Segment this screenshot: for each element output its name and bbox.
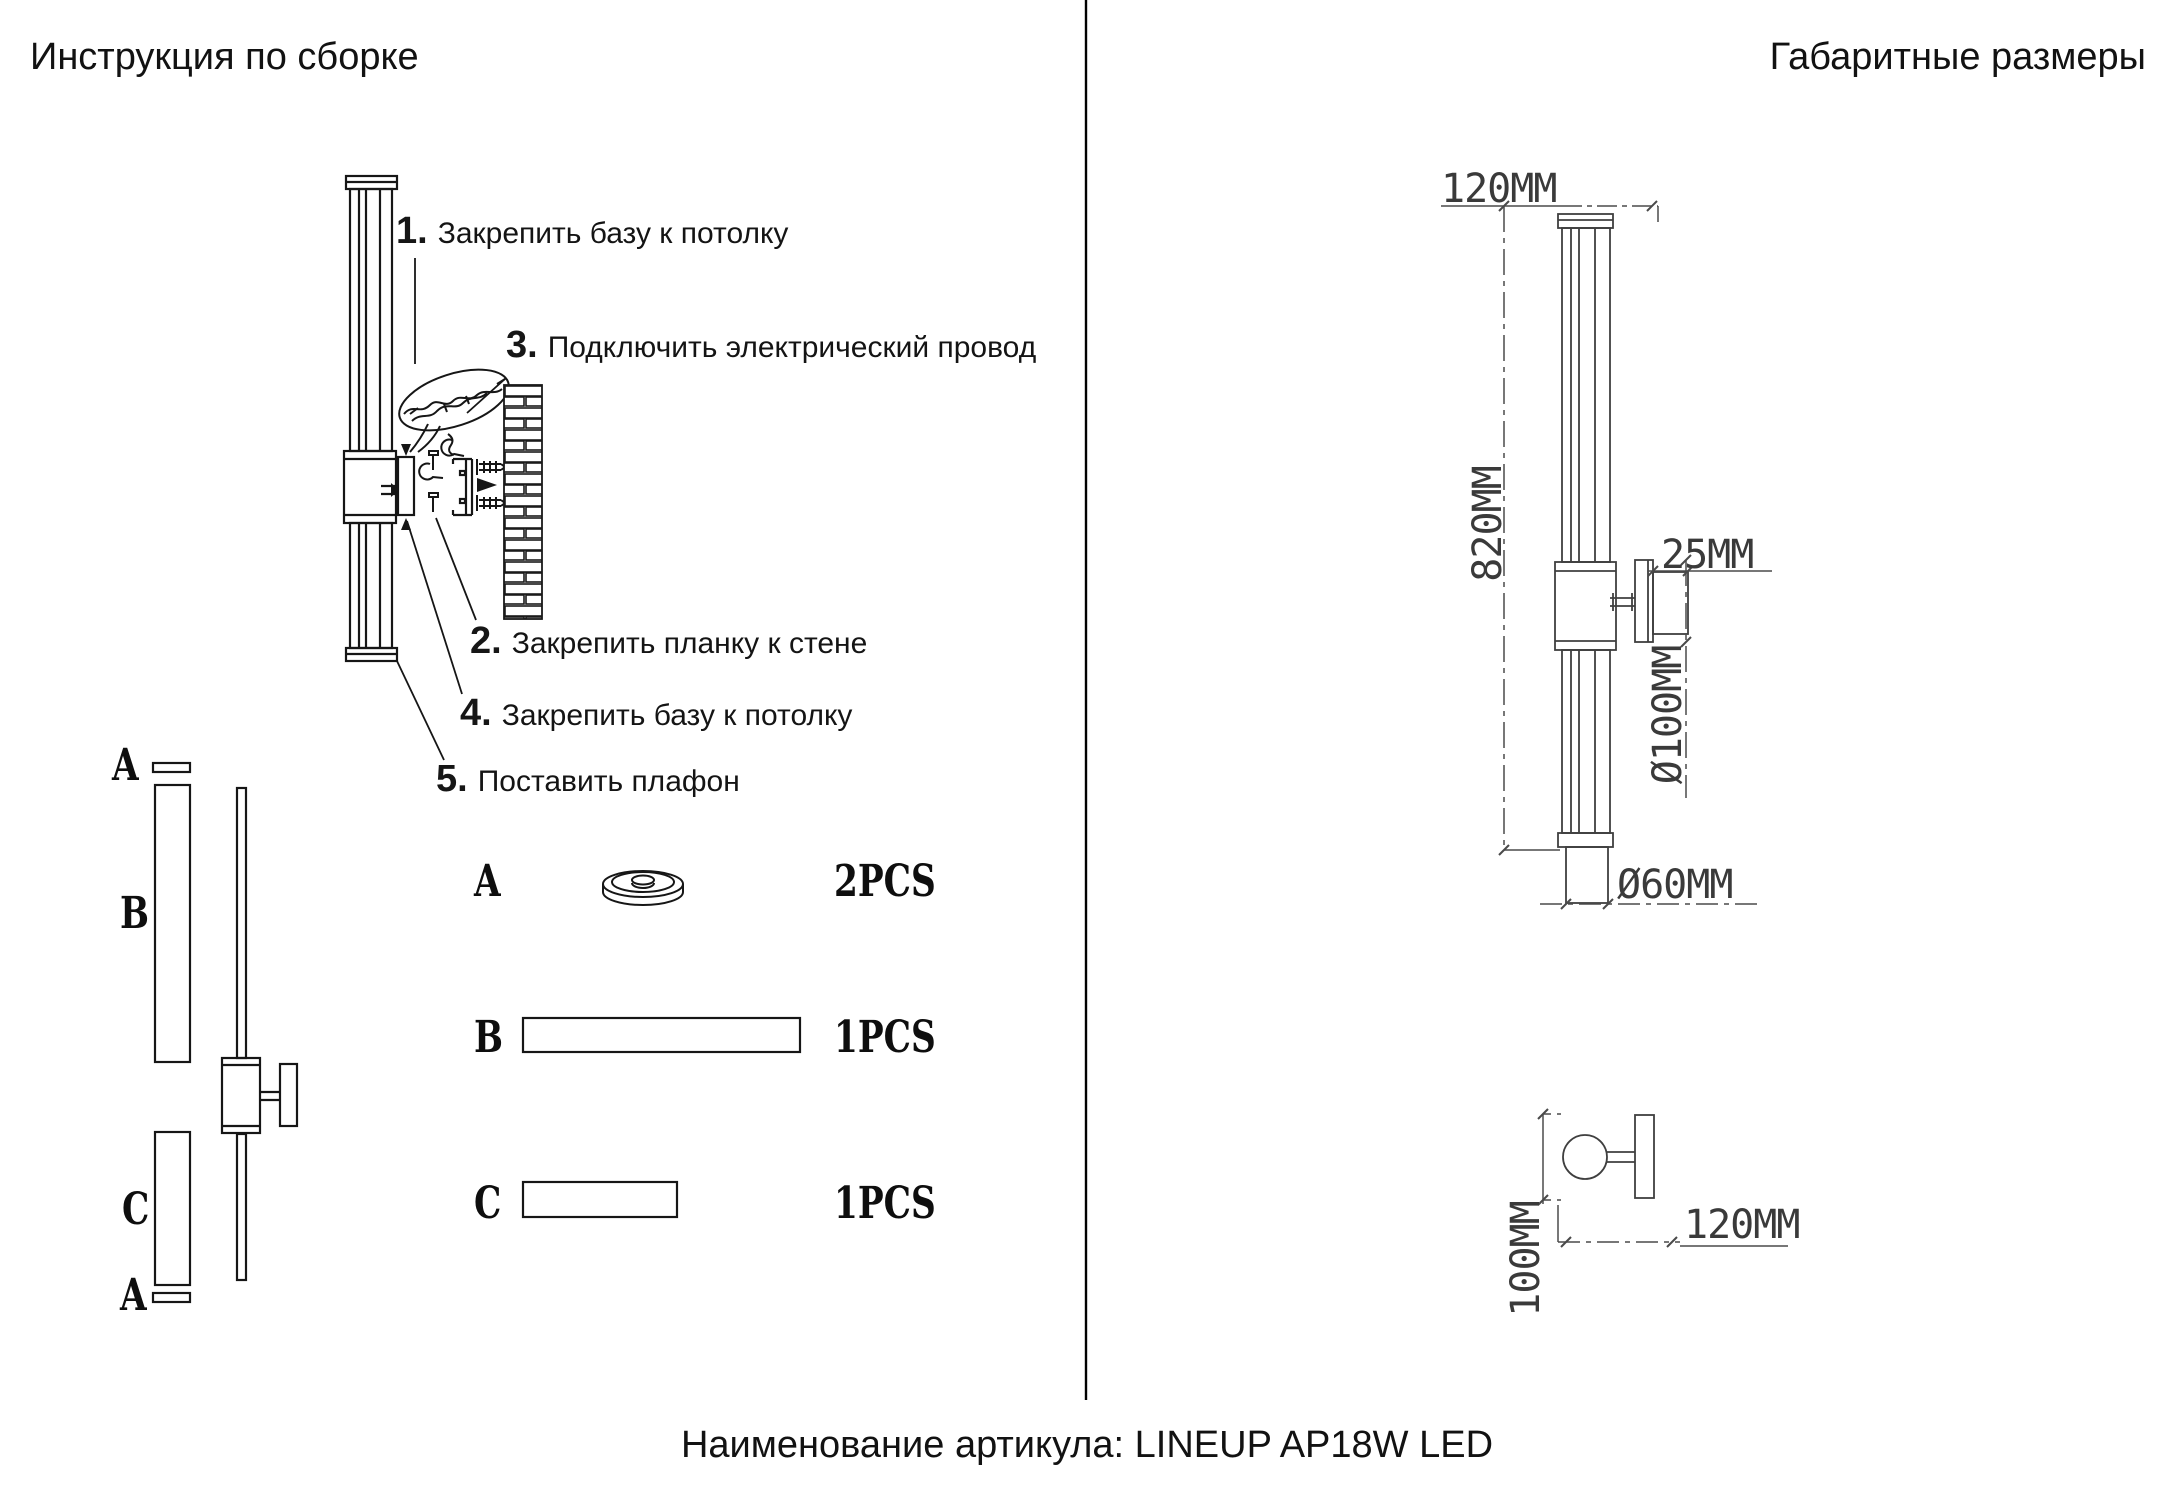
step-4-number: 4.: [460, 692, 492, 734]
dim-plate-diameter-label: Ø100MM: [1645, 645, 1691, 785]
exploded-view: [153, 763, 297, 1302]
exploded-label-a-top: A: [112, 740, 139, 791]
part-a-ring-shape: [603, 871, 683, 905]
dim-tube-diameter-label: Ø60MM: [1617, 862, 1733, 908]
step-2-text: Закрепить планку к стене: [511, 627, 868, 660]
step-5-text: Поставить плафон: [477, 765, 740, 798]
dim-top-width-label: 120MM: [1441, 166, 1557, 212]
step-3: [506, 324, 1036, 367]
step-3-text: Подключить электрический провод: [547, 331, 1037, 364]
parts-row-b-label: B: [474, 1012, 504, 1063]
brick-wall: [504, 385, 542, 619]
right-section-title: Габаритные размеры: [1769, 36, 2146, 78]
lamp-lower-tube: [350, 523, 392, 648]
dim-height-label: 820MM: [1465, 466, 1511, 582]
step-5: [436, 758, 740, 801]
part-b-shape: [523, 1018, 800, 1052]
step-2: [470, 620, 867, 663]
parts-shapes: [523, 871, 800, 1217]
parts-row-a-label: A: [474, 856, 501, 907]
parts-row-a-qty: 2PCS: [834, 856, 936, 907]
dim-side-width-label: 120MM: [1684, 1202, 1800, 1248]
parts-row-b-qty: 1PCS: [834, 1012, 936, 1063]
step-3-number: 3.: [506, 324, 538, 366]
article-name-line: Наименование артикула: LINEUP AP18W LED: [680, 1424, 1494, 1466]
bottom-view-tube-circle: [1563, 1135, 1607, 1179]
wall-screws: [477, 459, 505, 511]
part-c-tube: [155, 1132, 190, 1285]
lamp-upper-tube: [350, 189, 392, 451]
step-1-number: 1.: [396, 210, 428, 252]
part-a-cap-top: [153, 763, 190, 772]
step-1-text: Закрепить базу к потолку: [437, 217, 789, 250]
lamp-top-cap: [346, 176, 397, 189]
hook-screws: [419, 440, 464, 512]
dim-bracket-depth-label: 25MM: [1661, 532, 1754, 578]
wall-strip-bracket: [453, 459, 472, 515]
parts-row-c-qty: 1PCS: [834, 1178, 936, 1229]
parts-row-c-label: C: [474, 1178, 502, 1229]
step-4: [460, 692, 852, 735]
part-a-cap-bottom: [153, 1293, 190, 1302]
mount-column: [381, 444, 414, 530]
step-4-text: Закрепить базу к потолку: [501, 699, 853, 732]
part-c-shape: [523, 1182, 677, 1217]
wire-magnifier: [392, 358, 516, 455]
bottom-view-plate: [1635, 1115, 1654, 1198]
step-1: [396, 210, 788, 253]
lamp-bottom-cap: [346, 648, 397, 661]
step-5-number: 5.: [436, 758, 468, 800]
assembled-center-block: [222, 1058, 297, 1133]
dim-side-height-label: 100MM: [1503, 1201, 1549, 1317]
dim-lamp: [1555, 214, 1616, 903]
part-b-tube: [155, 785, 190, 1062]
left-section-title: Инструкция по сборке: [30, 36, 419, 78]
assembled-rod-upper: [237, 788, 246, 1058]
exploded-label-b: B: [120, 888, 150, 939]
assembled-rod-lower: [237, 1134, 246, 1280]
step-2-number: 2.: [470, 620, 502, 662]
dimension-drawing: [1441, 201, 1788, 1247]
exploded-label-c: C: [122, 1184, 150, 1235]
exploded-label-a-bottom: A: [120, 1270, 147, 1321]
